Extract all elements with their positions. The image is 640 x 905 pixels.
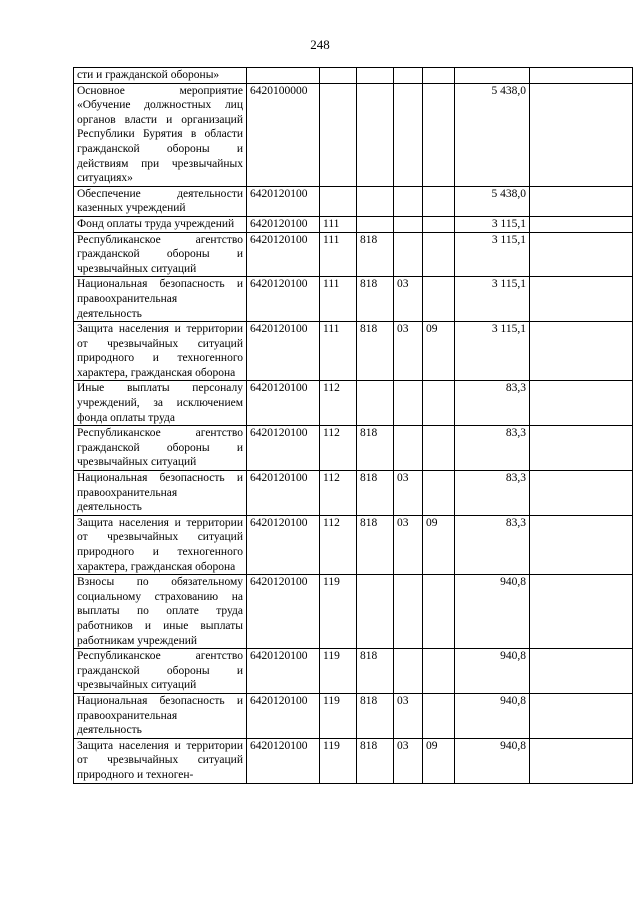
- extra-cell: [530, 216, 633, 232]
- table-row: [74, 471, 633, 516]
- expense-type-cell: 111: [320, 232, 357, 277]
- extra-cell: [530, 738, 633, 783]
- section-cell: [394, 649, 423, 694]
- amount-cell: 5 438,0: [455, 186, 530, 216]
- subsection-cell: [423, 471, 455, 516]
- extra-cell: [530, 83, 633, 186]
- expense-type-cell: 112: [320, 515, 357, 574]
- section-cell: [394, 216, 423, 232]
- administrator-cell: 818: [357, 277, 394, 322]
- amount-cell: 3 115,1: [455, 232, 530, 277]
- administrator-cell: [357, 68, 394, 84]
- expense-type-cell: 119: [320, 738, 357, 783]
- target-code-cell: 6420120100: [247, 471, 320, 516]
- target-code-cell: 6420120100: [247, 322, 320, 381]
- amount-cell: 3 115,1: [455, 322, 530, 381]
- subsection-cell: 09: [423, 738, 455, 783]
- amount-cell: 83,3: [455, 381, 530, 426]
- administrator-cell: [357, 83, 394, 186]
- extra-cell: [530, 471, 633, 516]
- target-code-cell: 6420120100: [247, 515, 320, 574]
- table-row: [74, 738, 633, 783]
- subsection-cell: [423, 277, 455, 322]
- table-row: [74, 322, 633, 381]
- target-code-cell: 6420120100: [247, 381, 320, 426]
- subsection-cell: [423, 83, 455, 186]
- section-cell: [394, 186, 423, 216]
- expense-type-cell: 112: [320, 471, 357, 516]
- target-code-cell: 6420120100: [247, 277, 320, 322]
- row-name-cell: Национальная безопасность и правоохранительная деятельность: [74, 693, 247, 738]
- target-code-cell: 6420120100: [247, 216, 320, 232]
- table-row: [74, 186, 633, 216]
- extra-cell: [530, 649, 633, 694]
- subsection-cell: [423, 216, 455, 232]
- extra-cell: [530, 426, 633, 471]
- extra-cell: [530, 68, 633, 84]
- target-code-cell: [247, 68, 320, 84]
- table-row: [74, 232, 633, 277]
- amount-cell: 940,8: [455, 575, 530, 649]
- subsection-cell: [423, 381, 455, 426]
- target-code-cell: 6420120100: [247, 738, 320, 783]
- extra-cell: [530, 322, 633, 381]
- row-name-cell: Взносы по обязательному социальному страхованию на выплаты по оплате труда работников и иные выплаты работникам учреждений: [74, 575, 247, 649]
- subsection-cell: [423, 693, 455, 738]
- administrator-cell: 818: [357, 471, 394, 516]
- expense-type-cell: [320, 186, 357, 216]
- table-row: [74, 515, 633, 574]
- row-name-cell: Национальная безопасность и правоохранительная деятельность: [74, 277, 247, 322]
- subsection-cell: 09: [423, 322, 455, 381]
- budget-table: [73, 67, 633, 784]
- row-name-cell: Защита населения и территории от чрезвычайных ситуаций природного и техногенного характера, гражданская оборона: [74, 322, 247, 381]
- expense-type-cell: 111: [320, 216, 357, 232]
- target-code-cell: 6420120100: [247, 186, 320, 216]
- expense-type-cell: 111: [320, 277, 357, 322]
- section-cell: [394, 68, 423, 84]
- subsection-cell: [423, 575, 455, 649]
- target-code-cell: 6420120100: [247, 232, 320, 277]
- subsection-cell: [423, 186, 455, 216]
- administrator-cell: 818: [357, 738, 394, 783]
- row-name-cell: Национальная безопасность и правоохранительная деятельность: [74, 471, 247, 516]
- subsection-cell: [423, 649, 455, 694]
- table-row: [74, 277, 633, 322]
- administrator-cell: 818: [357, 649, 394, 694]
- amount-cell: [455, 68, 530, 84]
- administrator-cell: [357, 575, 394, 649]
- target-code-cell: 6420120100: [247, 426, 320, 471]
- section-cell: 03: [394, 738, 423, 783]
- section-cell: [394, 381, 423, 426]
- expense-type-cell: 119: [320, 693, 357, 738]
- amount-cell: 83,3: [455, 471, 530, 516]
- row-name-cell: Фонд оплаты труда учреждений: [74, 216, 247, 232]
- row-name-cell: Защита населения и территории от чрезвычайных ситуаций природного и техноген-: [74, 738, 247, 783]
- row-name-cell: Иные выплаты персоналу учреждений, за исключением фонда оплаты труда: [74, 381, 247, 426]
- section-cell: [394, 83, 423, 186]
- row-name-cell: Защита населения и территории от чрезвычайных ситуаций природного и техногенного характера, гражданская оборона: [74, 515, 247, 574]
- amount-cell: 3 115,1: [455, 277, 530, 322]
- row-name-cell: Республиканское агентство гражданской обороны и чрезвычайных ситуаций: [74, 426, 247, 471]
- table-row: [74, 216, 633, 232]
- target-code-cell: 6420100000: [247, 83, 320, 186]
- extra-cell: [530, 186, 633, 216]
- extra-cell: [530, 381, 633, 426]
- expense-type-cell: 112: [320, 426, 357, 471]
- target-code-cell: 6420120100: [247, 693, 320, 738]
- administrator-cell: 818: [357, 693, 394, 738]
- section-cell: 03: [394, 322, 423, 381]
- amount-cell: 83,3: [455, 426, 530, 471]
- amount-cell: 940,8: [455, 693, 530, 738]
- target-code-cell: 6420120100: [247, 575, 320, 649]
- section-cell: 03: [394, 515, 423, 574]
- table-row: [74, 68, 633, 84]
- budget-table-body: [74, 68, 633, 784]
- row-name-cell: сти и гражданской обороны»: [74, 68, 247, 84]
- table-row: [74, 381, 633, 426]
- administrator-cell: 818: [357, 232, 394, 277]
- row-name-cell: Основное мероприятие «Обучение должностных лиц органов власти и организаций Республики Бурятия в области гражданской обороны и действиям при чрезвычайных ситуациях»: [74, 83, 247, 186]
- subsection-cell: [423, 232, 455, 277]
- extra-cell: [530, 515, 633, 574]
- expense-type-cell: [320, 83, 357, 186]
- table-row: [74, 649, 633, 694]
- page-number: 248: [310, 37, 330, 52]
- section-cell: 03: [394, 693, 423, 738]
- row-name-cell: Обеспечение деятельности казенных учреждений: [74, 186, 247, 216]
- subsection-cell: [423, 68, 455, 84]
- administrator-cell: [357, 186, 394, 216]
- amount-cell: 3 115,1: [455, 216, 530, 232]
- table-row: [74, 575, 633, 649]
- administrator-cell: 818: [357, 322, 394, 381]
- amount-cell: 83,3: [455, 515, 530, 574]
- amount-cell: 940,8: [455, 649, 530, 694]
- subsection-cell: 09: [423, 515, 455, 574]
- extra-cell: [530, 232, 633, 277]
- subsection-cell: [423, 426, 455, 471]
- amount-cell: 5 438,0: [455, 83, 530, 186]
- expense-type-cell: 111: [320, 322, 357, 381]
- extra-cell: [530, 693, 633, 738]
- administrator-cell: 818: [357, 515, 394, 574]
- expense-type-cell: 119: [320, 649, 357, 694]
- target-code-cell: 6420120100: [247, 649, 320, 694]
- section-cell: [394, 426, 423, 471]
- expense-type-cell: 119: [320, 575, 357, 649]
- administrator-cell: [357, 216, 394, 232]
- table-row: [74, 693, 633, 738]
- expense-type-cell: [320, 68, 357, 84]
- section-cell: 03: [394, 471, 423, 516]
- expense-type-cell: 112: [320, 381, 357, 426]
- administrator-cell: [357, 381, 394, 426]
- table-row: [74, 426, 633, 471]
- table-row: [74, 83, 633, 186]
- extra-cell: [530, 575, 633, 649]
- section-cell: [394, 232, 423, 277]
- row-name-cell: Республиканское агентство гражданской обороны и чрезвычайных ситуаций: [74, 232, 247, 277]
- section-cell: [394, 575, 423, 649]
- extra-cell: [530, 277, 633, 322]
- amount-cell: 940,8: [455, 738, 530, 783]
- row-name-cell: Республиканское агентство гражданской обороны и чрезвычайных ситуаций: [74, 649, 247, 694]
- section-cell: 03: [394, 277, 423, 322]
- administrator-cell: 818: [357, 426, 394, 471]
